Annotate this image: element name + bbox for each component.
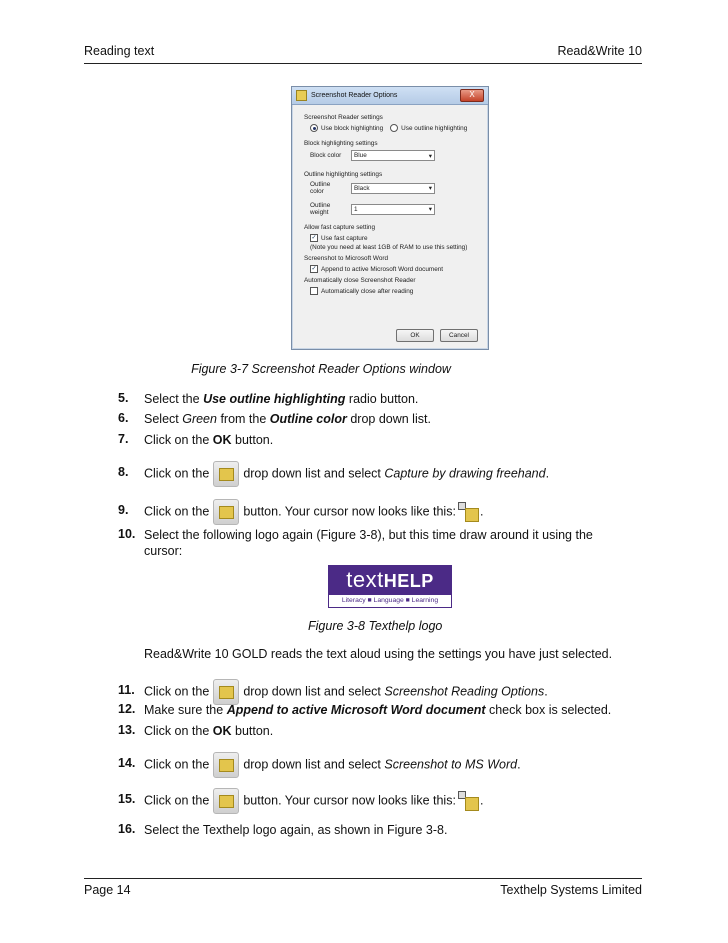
cursor-icon	[458, 502, 478, 522]
step-number: 6.	[118, 411, 129, 425]
step-emph: Green	[182, 412, 217, 426]
fast-capture-label: Use fast capture	[321, 234, 368, 242]
step-emph: Screenshot Reading Options	[384, 684, 545, 699]
outline-highlighting-radio[interactable]	[390, 124, 398, 132]
step-text: .	[545, 466, 550, 481]
outline-weight-label: Outline weight	[310, 202, 331, 216]
logo-text-help: HELP	[383, 571, 434, 591]
step-text: check box is selected.	[485, 703, 612, 717]
outline-weight-select[interactable]	[351, 204, 435, 215]
footer-rule	[84, 878, 642, 879]
step-text: Click on the	[144, 724, 213, 738]
step-15	[118, 788, 644, 814]
step-text: Select the	[144, 392, 204, 406]
step-9	[118, 499, 644, 525]
append-checkbox[interactable]: ✓	[311, 266, 317, 272]
block-highlighting-radio[interactable]	[310, 124, 318, 132]
step-text: drop down list and select	[243, 466, 385, 481]
step-text: Click on the	[144, 504, 210, 519]
step-text: .	[479, 793, 484, 808]
step-text: Select	[144, 412, 183, 426]
figure-caption-3-7: Figure 3-7 Screenshot Reader Options window	[191, 362, 451, 376]
step-text: button. Your cursor now looks like this:	[243, 793, 456, 808]
step-text: Click on the	[144, 757, 210, 772]
body-paragraph: Read&Write 10 GOLD reads the text aloud using the settings you have just selected.	[144, 647, 613, 661]
figure-caption-3-8: Figure 3-8 Texthelp logo	[308, 619, 443, 633]
header-right: Read&Write 10	[557, 44, 642, 58]
screenshot-reader-tool-icon	[213, 788, 239, 814]
step-text: drop down list and select	[243, 684, 385, 699]
section-settings: Screenshot Reader settings	[304, 114, 383, 121]
step-emph: Outline color	[269, 412, 347, 426]
step-text: Select the following logo again (Figure 3-8), but this time draw around it using the cursor:	[144, 528, 593, 558]
step-text: .	[479, 504, 484, 519]
step-number: 13.	[118, 723, 136, 737]
dialog-titlebar	[292, 87, 488, 105]
step-text: drop down list.	[346, 412, 431, 426]
step-number: 8.	[118, 465, 129, 479]
logo-tagline: Literacy ■ Language ■ Learning	[328, 595, 452, 608]
dialog-title: Screenshot Reader Options	[311, 92, 398, 99]
block-color-value: Blue	[354, 152, 367, 159]
footer-left: Page 14	[84, 883, 131, 897]
step-8	[118, 461, 644, 487]
append-label: Append to active Microsoft Word document	[321, 265, 444, 273]
footer-right: Texthelp Systems Limited	[500, 883, 642, 897]
step-number: 10.	[118, 527, 136, 541]
step-emph: Screenshot to MS Word	[384, 757, 518, 772]
texthelp-logo	[328, 565, 452, 609]
step-14	[118, 752, 644, 778]
step-13	[118, 723, 644, 739]
step-text: button. Your cursor now looks like this:	[243, 504, 456, 519]
chevron-down-icon: ▾	[428, 152, 432, 160]
step-number: 5.	[118, 391, 129, 405]
screenshot-reader-tool-icon	[213, 461, 239, 487]
header-left: Reading text	[84, 44, 155, 58]
block-color-label: Block color	[310, 152, 342, 159]
outline-weight-value: 1	[354, 205, 358, 213]
step-text: Click on the	[144, 433, 213, 447]
step-number: 9.	[118, 503, 129, 517]
step-7	[118, 432, 644, 448]
step-number: 11.	[118, 683, 135, 697]
step-text: .	[544, 684, 548, 699]
step-emph: Use outline highlighting	[203, 392, 346, 406]
ok-button[interactable]: OK	[396, 329, 434, 342]
step-text: drop down list and select	[243, 757, 385, 772]
step-number: 14.	[118, 756, 136, 770]
chevron-down-icon: ▾	[428, 206, 432, 213]
chevron-down-icon: ▾	[428, 185, 432, 192]
step-10	[118, 527, 624, 559]
app-icon	[296, 90, 307, 101]
step-emph: OK	[212, 724, 232, 738]
step-text: Make sure the	[144, 703, 227, 717]
step-text: .	[517, 757, 521, 772]
cancel-button[interactable]: Cancel	[440, 329, 478, 342]
step-text: button.	[231, 724, 274, 738]
step-text: Click on the	[144, 793, 210, 808]
header-rule	[84, 63, 642, 64]
step-emph: Capture by drawing freehand	[384, 466, 546, 481]
outline-color-value: Black	[354, 184, 370, 192]
cursor-icon	[458, 791, 478, 811]
step-text: Click on the	[144, 466, 210, 481]
section-fast: Allow fast capture setting	[304, 224, 376, 231]
step-emph: OK	[212, 433, 232, 447]
step-6	[118, 411, 644, 427]
block-highlighting-label: Use block highlighting	[321, 124, 384, 132]
outline-color-select[interactable]	[351, 183, 435, 194]
step-text: button.	[231, 433, 274, 447]
step-text: Select the Texthelp logo again, as shown in Figure 3-8.	[144, 823, 448, 837]
step-emph: Append to active Microsoft Word document	[226, 703, 486, 717]
step-text: radio button.	[345, 392, 419, 406]
close-icon[interactable]: X	[460, 89, 484, 102]
fast-capture-note: (Note you need at least 1GB of RAM to use this setting)	[310, 244, 468, 251]
step-16	[118, 822, 644, 838]
step-text: Click on the	[144, 684, 210, 699]
fast-capture-checkbox[interactable]: ✓	[311, 235, 317, 241]
auto-close-checkbox[interactable]	[310, 287, 318, 295]
section-outline: Outline highlighting settings	[304, 171, 383, 178]
logo-top	[328, 565, 452, 595]
step-number: 12.	[118, 702, 136, 716]
outline-color-label: Outline color	[310, 181, 331, 195]
step-number: 7.	[118, 432, 129, 446]
block-color-select[interactable]	[351, 150, 435, 161]
step-number: 16.	[118, 822, 136, 836]
logo-text: text	[346, 567, 384, 592]
outline-highlighting-label: Use outline highlighting	[401, 124, 468, 132]
auto-close-label: Automatically close after reading	[321, 287, 414, 295]
page-footer	[84, 883, 642, 897]
section-block: Block highlighting settings	[304, 140, 378, 147]
screenshot-reader-options-dialog	[291, 86, 489, 350]
screenshot-reader-tool-icon	[213, 752, 239, 778]
step-12	[118, 702, 644, 718]
step-5	[118, 391, 644, 407]
step-number: 15.	[118, 792, 136, 806]
section-close: Automatically close Screenshot Reader	[304, 277, 416, 284]
page-header	[84, 44, 642, 58]
section-word: Screenshot to Microsoft Word	[304, 255, 389, 262]
screenshot-reader-tool-icon	[213, 499, 239, 525]
step-text: from the	[216, 412, 270, 426]
